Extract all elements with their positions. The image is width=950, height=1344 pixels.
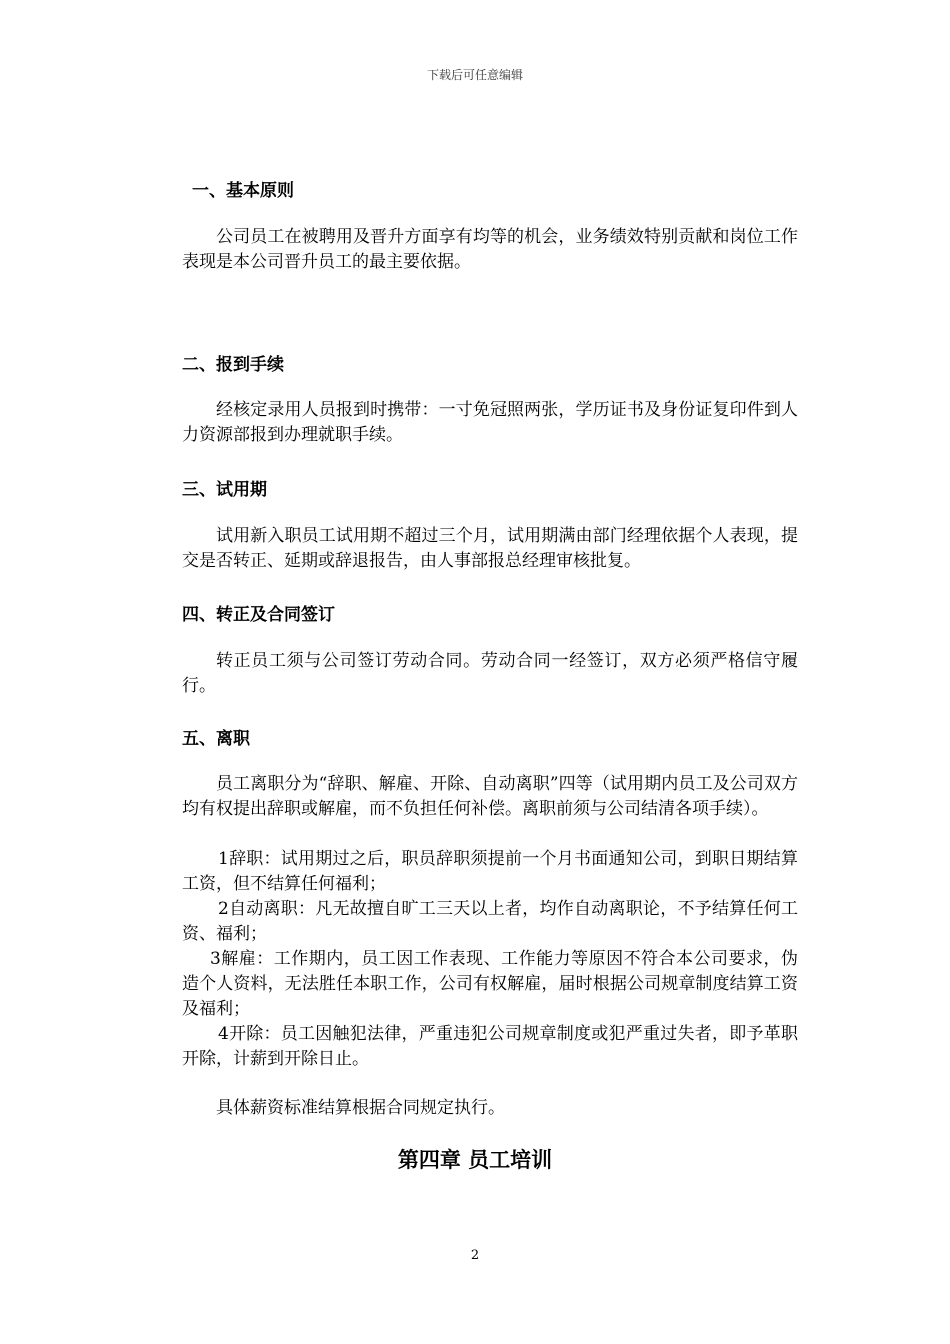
dismissal-item-4: 4开除：员工因触犯法律，严重违犯公司规章制度或犯严重过失者，即予革职开除，计薪到开除日止。	[182, 1024, 798, 1069]
section-body-4: 转正员工须与公司签订劳动合同。劳动合同一经签订，双方必须严格信守履行。	[182, 651, 798, 696]
section-body-3: 试用新入职员工试用期不超过三个月，试用期满由部门经理依据个人表现，提交是否转正、延期或辞退报告，由人事部报总经理审核批复。	[182, 526, 798, 571]
section-heading-5: 五、离职	[182, 729, 250, 749]
section-body-5: 员工离职分为“辞职、解雇、开除、自动离职”四等（试用期内员工及公司双方均有权提出辞职或解雇，而不负担任何补偿。离职前须与公司结清各项手续）。	[182, 774, 798, 819]
dismissal-item-3: 3解雇：工作期内，员工因工作表现、工作能力等原因不符合本公司要求，伪造个人资料，无法胜任本职工作，公司有权解雇，届时根据公司规章制度结算工资及福利；	[182, 949, 798, 1019]
section-body-2: 经核定录用人员报到时携带：一寸免冠照两张，学历证书及身份证复印件到人力资源部报到办理就职手续。	[182, 400, 798, 445]
section-heading-3: 三、试用期	[182, 480, 267, 500]
section-heading-4: 四、转正及合同签订	[182, 605, 335, 625]
page-header: 下载后可任意编辑	[426, 68, 523, 82]
dismissal-item-2: 2自动离职：凡无故擅自旷工三天以上者，均作自动离职论，不予结算任何工资、福利；	[182, 899, 798, 944]
section-heading-2: 二、报到手续	[182, 355, 284, 375]
closing-paragraph: 具体薪资标准结算根据合同规定执行。	[216, 1098, 505, 1118]
page-number: 2	[470, 1248, 480, 1263]
chapter-title: 第四章 员工培训	[397, 1148, 553, 1172]
section-body-1: 公司员工在被聘用及晋升方面享有均等的机会，业务绩效特别贡献和岗位工作表现是本公司晋升员工的最主要依据。	[182, 227, 798, 272]
dismissal-item-1: 1辞职：试用期过之后，职员辞职须提前一个月书面通知公司，到职日期结算工资，但不结算任何福利；	[182, 849, 798, 894]
section-heading-1: 一、基本原则	[192, 181, 294, 201]
